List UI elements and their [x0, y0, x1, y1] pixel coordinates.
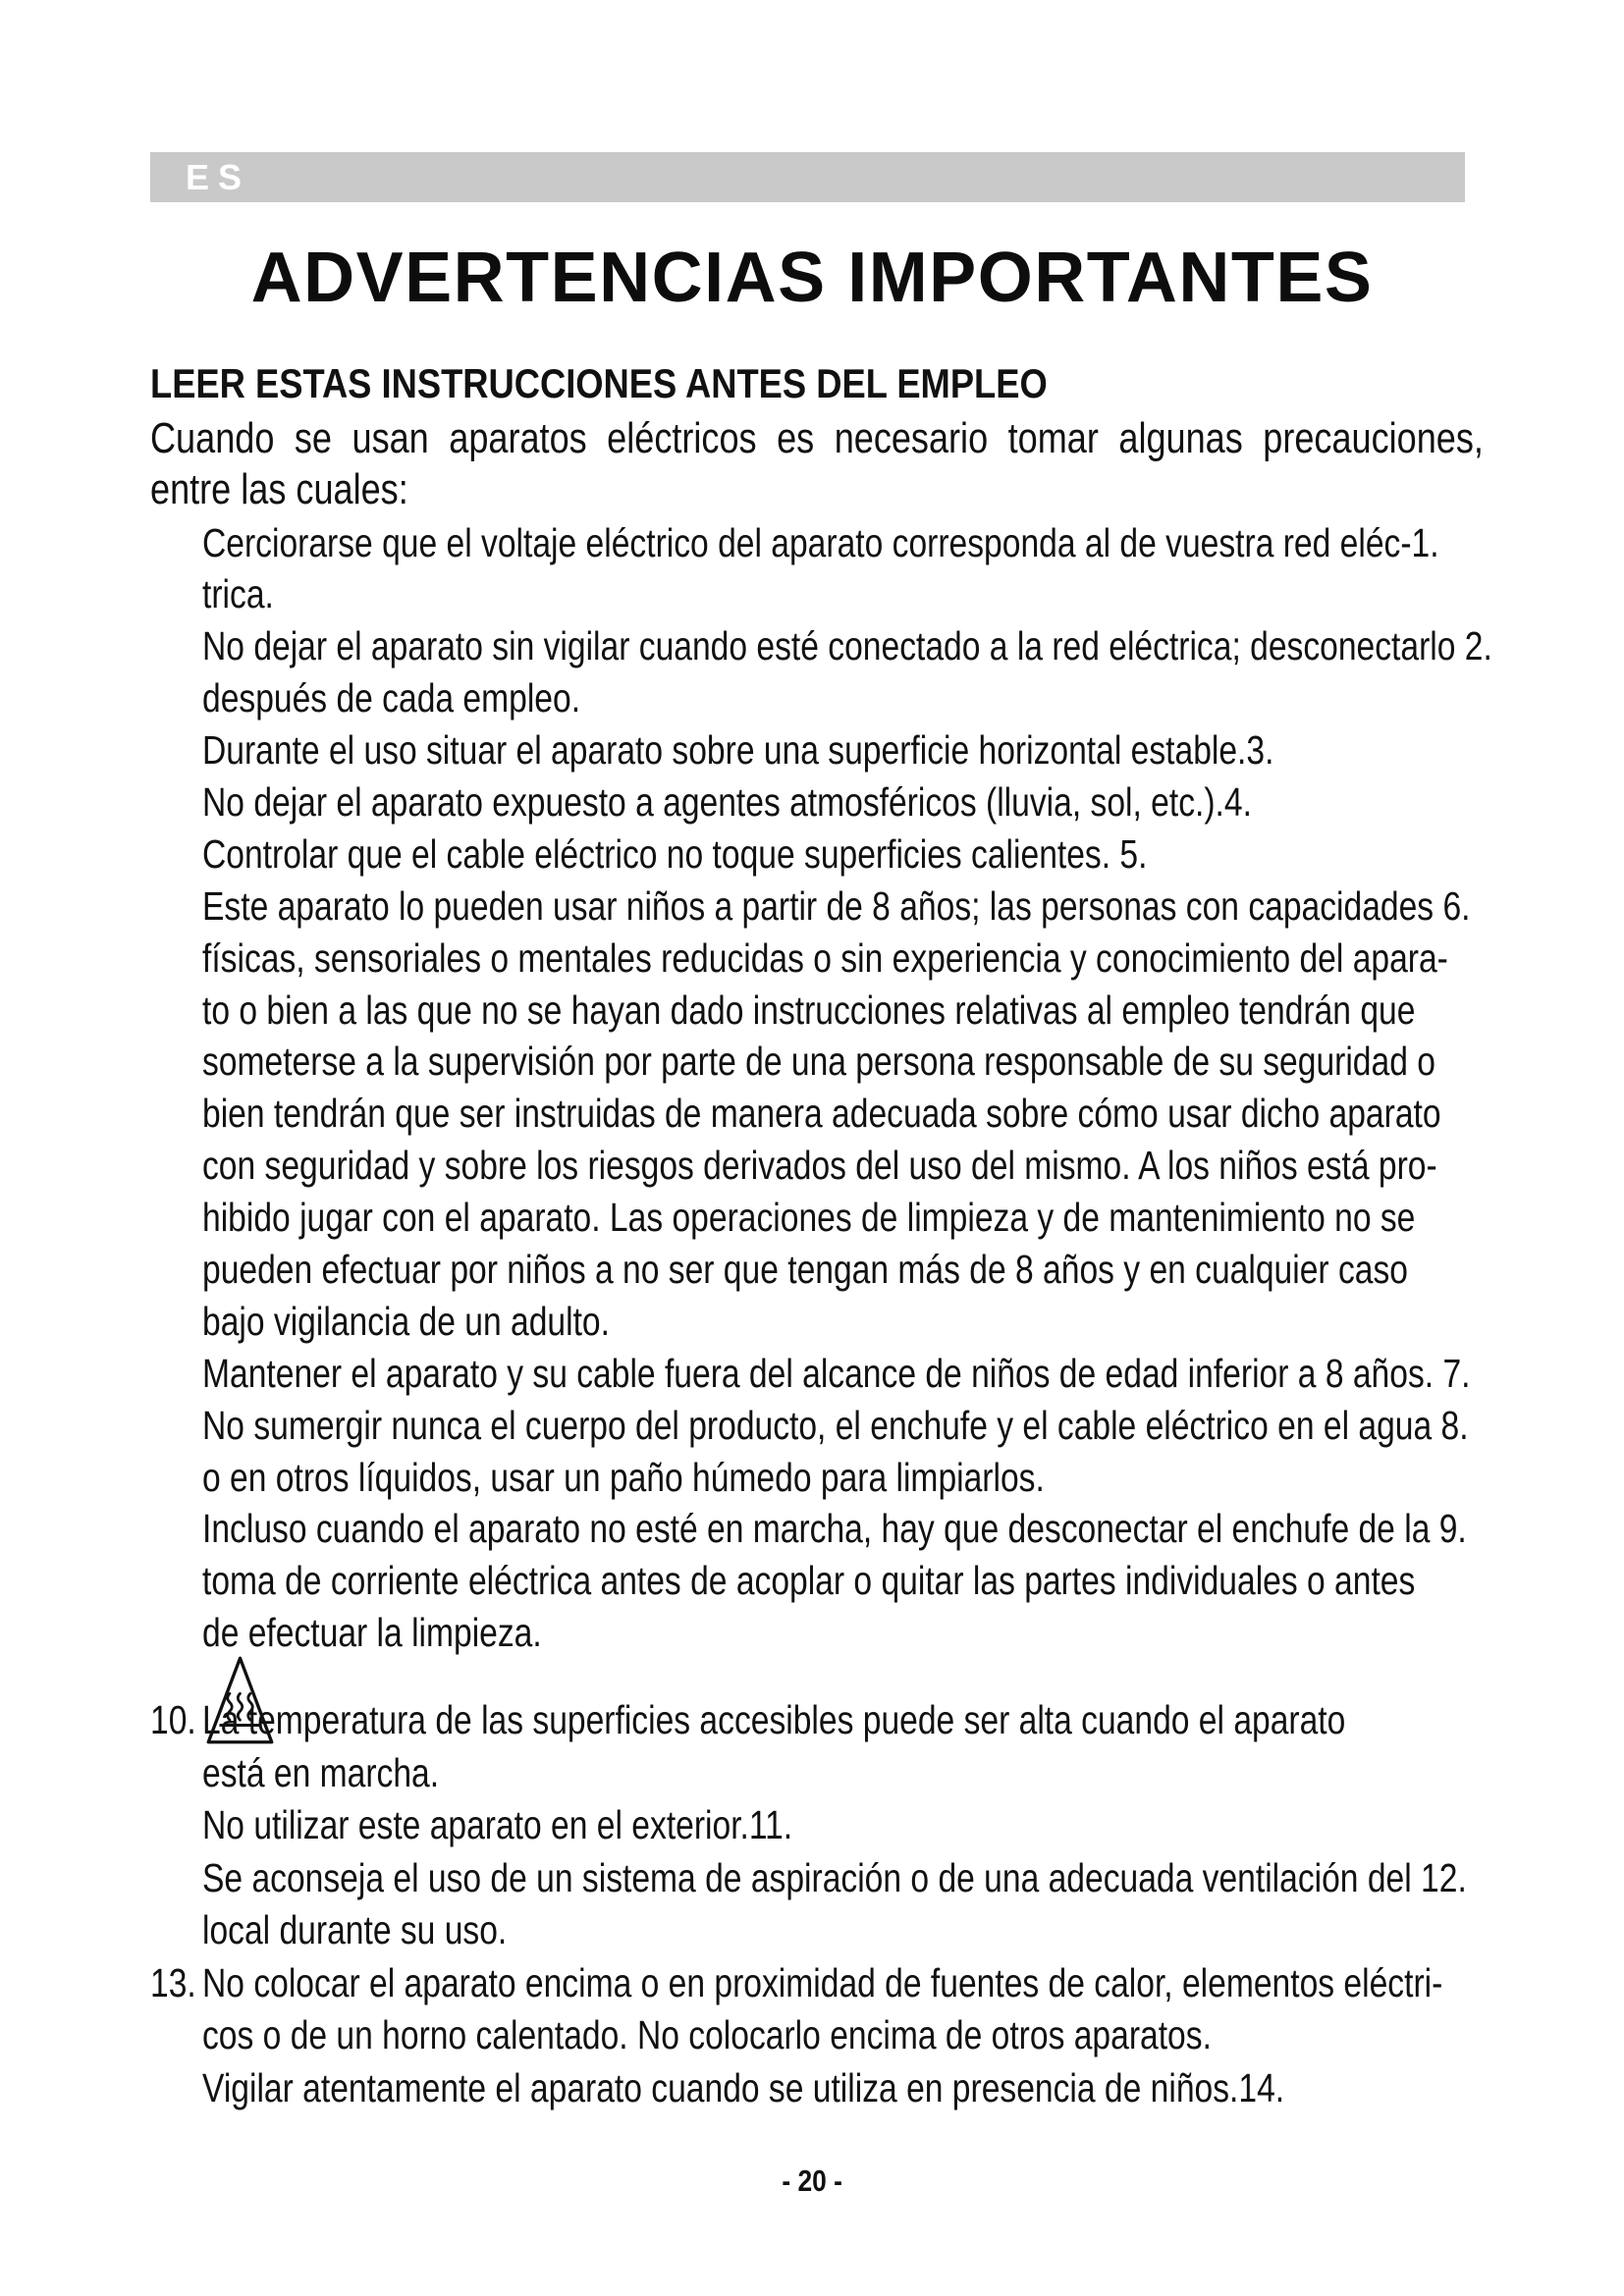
heat-wave-1 [228, 1693, 233, 1720]
warning-text: toma de corriente eléctrica antes de acoplar o quitar las partes individuales o antes [202, 1558, 1416, 1604]
warning-text: Este aparato lo pueden usar niños a partir de 8 años; las personas con capacidades 6. [202, 882, 1471, 929]
warning-line [202, 568, 1624, 620]
warning-line [202, 2062, 1624, 2115]
warning-text: cos o de un horno calentado. No colocarlo encima de otros aparatos. [202, 2012, 1212, 2057]
warning-text: Se aconseja el uso de un sistema de aspiración o de una adecuada ventilación del 12. [202, 1854, 1467, 1900]
warning-item-4 [202, 776, 1624, 828]
warning-line [202, 985, 1624, 1037]
warning-line [202, 881, 1624, 933]
warning-text: Cerciorarse que el voltaje eléctrico del aparato corresponda al de vuestra red eléc-1. [202, 519, 1439, 565]
warning-text: Vigilar atentamente el aparato cuando se utiliza en presencia de niños.14. [202, 2064, 1285, 2110]
intro-paragraph [150, 413, 1624, 515]
warning-text: someterse a la supervisión por parte de una persona responsable de su seguridad o [202, 1039, 1435, 1085]
warning-text: después de cada empleo. [202, 675, 581, 721]
warning-line [202, 1140, 1624, 1192]
warning-text: Mantener el aparato y su cable fuera del alcance de niños de edad inferior a 8 años. 7. [202, 1350, 1471, 1396]
warning-text: La temperatura de las superficies accesibles puede ser alta cuando el aparato [202, 1697, 1346, 1742]
warning-line [202, 1036, 1624, 1088]
warning-line [202, 1607, 1624, 1659]
warning-line [202, 776, 1624, 828]
warning-text: con seguridad y sobre los riesgos derivados del uso del mismo. A los niños está pro- [202, 1143, 1437, 1189]
warning-line [202, 724, 1624, 776]
warning-text: local durante su uso. [202, 1907, 508, 1952]
warning-item-10 [150, 1694, 1624, 1799]
warning-text: No dejar el aparato sin vigilar cuando esté conectado a la red eléctrica; desconectarlo 2. [202, 623, 1492, 669]
warning-text: pueden efectuar por niños a no ser que tengan más de 8 años y en cualquier caso [202, 1246, 1408, 1292]
warning-item-2 [202, 620, 1624, 724]
warning-text: bien tendrán que ser instruidas de manera adecuada sobre cómo usar dicho aparato [202, 1091, 1441, 1137]
warning-line [202, 1192, 1624, 1244]
warning-line [150, 1694, 1624, 1747]
warning-line [202, 828, 1624, 881]
warning-text: trica. [202, 571, 274, 617]
section-heading [150, 358, 1187, 409]
warning-item-12 [202, 1852, 1624, 1957]
warning-line [202, 2009, 1624, 2062]
language-header-bar [150, 152, 1465, 202]
warning-text: No sumergir nunca el cuerpo del producto, el enchufe y el cable eléctrico en el agua 8. [202, 1402, 1469, 1448]
warning-triangle [208, 1658, 272, 1742]
warning-text: No colocar el aparato encima o en proximidad de fuentes de calor, elementos eléctri- [202, 1959, 1443, 2005]
warning-item-8 [202, 1400, 1624, 1504]
warning-item-5 [202, 828, 1624, 881]
warning-text: físicas, sensoriales o mentales reducidas o sin experiencia y conocimiento del apara- [202, 934, 1448, 981]
warning-item-11 [202, 1799, 1624, 1852]
page-title: ADVERTENCIAS IMPORTANTES [250, 239, 1374, 317]
warning-text: de efectuar la limpieza. [202, 1610, 542, 1656]
warning-item-14 [202, 2062, 1624, 2115]
warning-line [202, 1088, 1624, 1140]
warning-item-3 [202, 724, 1624, 776]
warning-line [202, 1244, 1624, 1296]
hot-surface-warning-icon [206, 1655, 274, 1745]
warning-item-7 [202, 1348, 1624, 1400]
warning-line [202, 1296, 1624, 1348]
warning-text: hibido jugar con el aparato. Las operaciones de limpieza y de mantenimiento no se [202, 1195, 1416, 1241]
warning-line [202, 1400, 1624, 1452]
warning-line [202, 933, 1624, 985]
warnings-list-part-1 [202, 517, 1624, 1660]
warning-text: o en otros líquidos, usar un paño húmedo para limpiarlos. [202, 1454, 1045, 1500]
warning-item-1 [202, 517, 1624, 621]
warning-text: está en marcha. [202, 1749, 440, 1795]
warning-text: to o bien a las que no se hayan dado instrucciones relativas al empleo tendrán que [202, 987, 1416, 1033]
page-number-text: - 20 - [782, 2163, 842, 2198]
heat-wave-3 [248, 1693, 253, 1720]
intro-line-1: Cuando se usan aparatos eléctricos es necesario tomar algunas precauciones, [150, 414, 1484, 462]
warning-item-6 [202, 881, 1624, 1348]
intro-line-2 [150, 464, 1624, 515]
warning-line [202, 672, 1624, 724]
intro-line-2-text: entre las cuales: [150, 465, 408, 513]
warning-text: bajo vigilancia de un adulto. [202, 1298, 610, 1344]
warning-text: Durante el uso situar el aparato sobre una superficie horizontal estable.3. [202, 727, 1274, 774]
warning-line [202, 1555, 1624, 1607]
section-heading-text: LEER ESTAS INSTRUCCIONES ANTES DEL EMPLEO [150, 360, 1048, 406]
warning-line [202, 517, 1624, 569]
warning-text: No dejar el aparato expuesto a agentes atmosféricos (lluvia, sol, etc.).4. [202, 778, 1252, 825]
warning-item-9 [202, 1503, 1624, 1659]
heat-wave-2 [238, 1693, 243, 1720]
warning-line [202, 1904, 1624, 1957]
warning-line [202, 1503, 1624, 1555]
warning-text: No utilizar este aparato en el exterior.11. [202, 1802, 793, 1847]
warning-text: Incluso cuando el aparato no esté en marcha, hay que desconectar el enchufe de la 9. [202, 1506, 1467, 1552]
language-code: ES [186, 157, 251, 197]
warning-number: 13. [150, 1959, 196, 2005]
warning-line [202, 1747, 1624, 1800]
warning-line [150, 1957, 1624, 2010]
warning-number: 10. [150, 1697, 196, 1742]
warning-line [202, 1452, 1624, 1504]
warning-item-13 [150, 1957, 1624, 2062]
page-number [0, 2162, 1624, 2201]
warning-line [202, 1348, 1624, 1400]
warning-line [202, 620, 1624, 672]
warning-line [202, 1852, 1624, 1905]
warning-line [202, 1799, 1624, 1852]
warnings-list-part-2 [150, 1694, 1624, 2114]
warning-text: Controlar que el cable eléctrico no toque superficies calientes. 5. [202, 830, 1148, 877]
